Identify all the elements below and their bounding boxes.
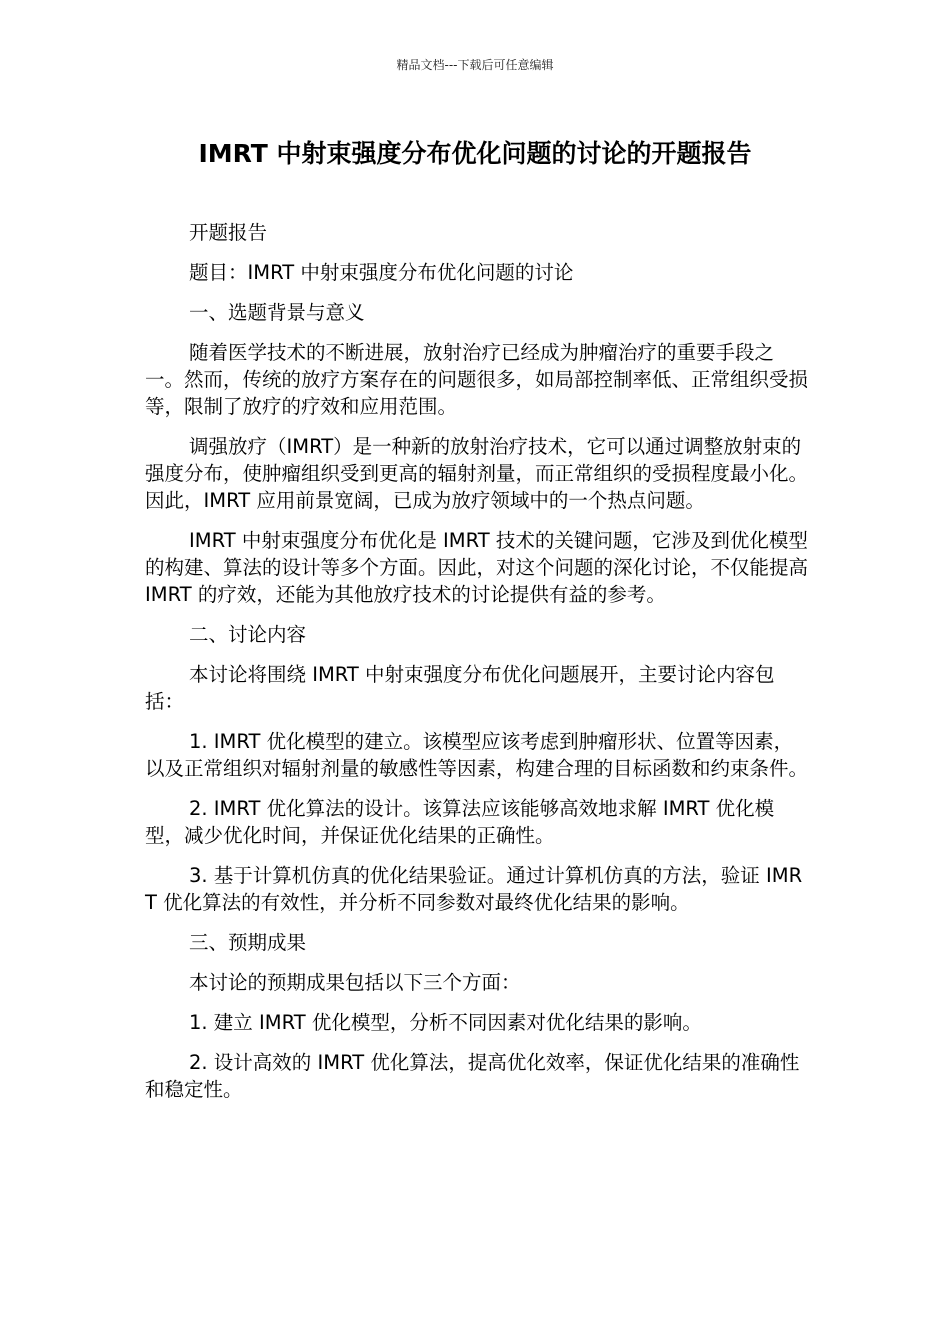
list-item: 1. IMRT 优化模型的建立。该模型应该考虑到肿瘤形状、位置等因素，以及正常组织对辐射剂量的敏感性等因素，构建合理的目标函数和约束条件。: [145, 730, 809, 780]
list-item: 3. 基于计算机仿真的优化结果验证。通过计算机仿真的方法，验证 IMRT 优化算法的有效性，并分析不同参数对最终优化结果的影响。: [145, 864, 803, 914]
list-item: 2. IMRT 优化算法的设计。该算法应该能够高效地求解 IMRT 优化模型，减少优化时间，并保证优化结果的正确性。: [145, 797, 775, 847]
section-heading-content: 二、讨论内容: [189, 623, 307, 646]
section-heading-background: 一、选题背景与意义: [189, 301, 365, 324]
section-heading-outcomes: 三、预期成果: [189, 931, 307, 954]
list-item: 1. 建立 IMRT 优化模型，分析不同因素对优化结果的影响。: [189, 1011, 702, 1034]
paragraph: 本讨论的预期成果包括以下三个方面：: [189, 971, 521, 994]
paragraph: 调强放疗（IMRT）是一种新的放射治疗技术，它可以通过调整放射束的强度分布，使肿瘤组织受到更高的辐射剂量，而正常组织的受损程度最小化。因此，IMRT 应用前景宽阔，已成为放疗领域中的一个热点问题。: [145, 435, 809, 512]
page-header: 精品文档---下载后可任意编辑: [396, 58, 554, 72]
list-item: 2. 设计高效的 IMRT 优化算法，提高优化效率，保证优化结果的准确性和稳定性。: [145, 1051, 800, 1101]
document-title: IMRT 中射束强度分布优化问题的讨论的开题报告: [198, 139, 752, 168]
paragraph-topic: 题目：IMRT 中射束强度分布优化问题的讨论: [189, 261, 574, 284]
document-body: [145, 219, 810, 1116]
paragraph-report-label: 开题报告: [189, 221, 268, 244]
paragraph: 随着医学技术的不断进展，放射治疗已经成为肿瘤治疗的重要手段之一。然而，传统的放疗方案存在的问题很多，如局部控制率低、正常组织受损等，限制了放疗的疗效和应用范围。: [145, 341, 809, 418]
paragraph: 本讨论将围绕 IMRT 中射束强度分布优化问题展开，主要讨论内容包括：: [145, 663, 775, 713]
paragraph: IMRT 中射束强度分布优化是 IMRT 技术的关键问题，它涉及到优化模型的构建、算法的设计等多个方面。因此，对这个问题的深化讨论，不仅能提高 IMRT 的疗效，还能为其他放疗技术的讨论提供有益的参考。: [145, 529, 809, 606]
